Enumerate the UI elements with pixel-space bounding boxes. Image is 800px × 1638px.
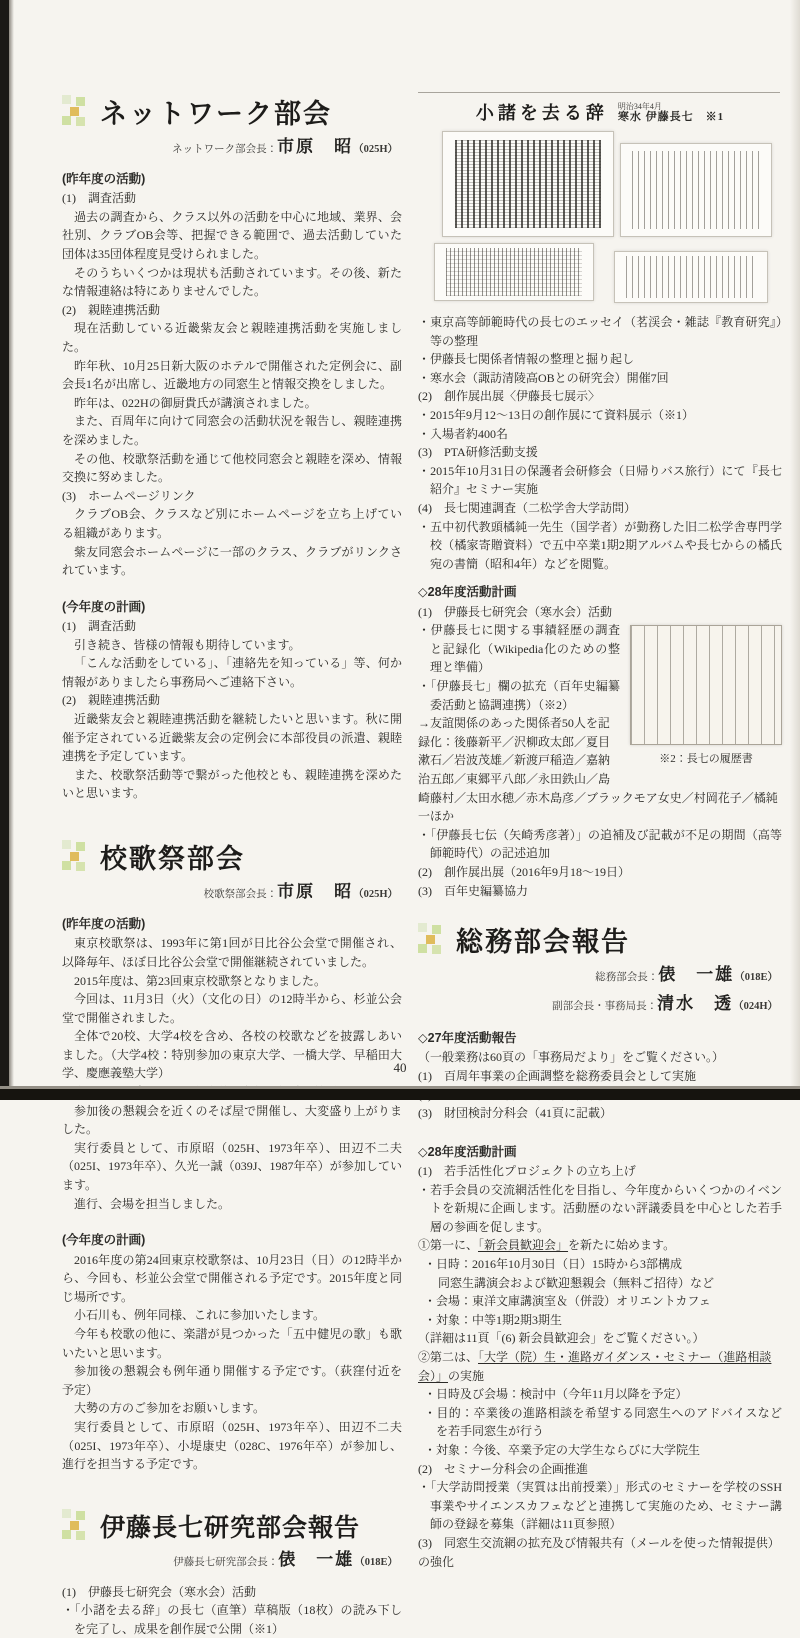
text-line: ①第一に、「新会員歓迎会」を新たに始めます。	[418, 1238, 676, 1253]
text-line: (2) 創作展出展〈伊藤長七展示〉	[418, 389, 600, 404]
text-line: (1) 百周年事業の企画調整を総務委員会として実施	[418, 1068, 696, 1083]
section-ito-header	[62, 1508, 402, 1544]
section-kouka-title: 校歌祭部会	[100, 844, 245, 875]
text-line: ・2015年9月12～13日の創作展にて資料展示（※1）	[418, 407, 695, 422]
chair-id: （018E）	[354, 1556, 398, 1568]
section-kouka	[62, 837, 402, 1474]
text-line: 参加後の懇親会を近くのそば屋で開催し、大変盛り上がりました。	[62, 1103, 402, 1137]
section-somu-body	[418, 1029, 782, 1571]
text-line: (4) 長七関連調査（二松学舎大学訪問）	[418, 500, 636, 515]
scan-edge-bottom	[0, 1089, 800, 1100]
squares-icon	[62, 840, 92, 870]
text-line: (今年度の計画)	[62, 1233, 146, 1248]
text-line: 今回は、11月3日（火）（文化の日）の12時半から、杉並公会堂で開催されました。	[62, 992, 402, 1025]
chair-name: 俵 一雄	[278, 1549, 355, 1569]
text-line: (2) セミナー分科会の企画推進	[418, 1461, 588, 1476]
text-line: ・東京高等師範時代の長七のエッセイ（茗渓会・雑誌『教育研究』）等の整理	[418, 315, 782, 348]
text-line: ・日時：2016年10月30日（日）15時から3部構成	[424, 1257, 683, 1272]
somu-chair-line: 総務部会長：俵 一雄（018E）	[595, 965, 778, 985]
right-column	[418, 92, 782, 1638]
scan-edge-left-shadow	[9, 0, 14, 1100]
section-network	[62, 92, 402, 803]
text-line: →友誼関係のあった関係者50人を記録化：後藤新平／沢柳政太郎／夏目漱石／岩波茂雄／新渡戸稲造／嘉納治五郎／東郷平八郎／永田鉄山／島崎藤村／太田水穂／赤木島彦／ブラックモア女史／村岡花子／橘純一ほか	[418, 716, 778, 824]
ito-report-continued-list	[418, 313, 782, 621]
section-somu-header	[418, 920, 782, 959]
text-line: (1) 調査活動	[62, 191, 136, 206]
text-line: 近畿紫友会と親睦連携活動を継続したいと思います。秋に開催予定されている近畿紫友会の定例会に本部役員の派遣、親睦連携を予定しています。	[62, 712, 402, 764]
text-line: ・「伊藤長七伝（矢崎秀彦著）」の追補及び記載が不足の期間（高等師範時代）の記述追加	[418, 827, 782, 861]
section-network-chair	[62, 133, 398, 162]
section-network-header	[62, 92, 402, 131]
text-line: (1) 伊藤長七研究会（寒水会）活動	[62, 1584, 256, 1599]
manuscript-scan-image	[434, 243, 594, 301]
text-line: (2) 親睦連携活動	[62, 693, 160, 708]
text-line	[62, 580, 402, 590]
text-line: (1) 調査活動	[62, 619, 136, 634]
text-line: ②第二は、「大学（院）生・進路ガイダンス・セミナー（進路相談会）」の実施	[418, 1350, 772, 1383]
text-line: 進行、会場を担当しました。	[74, 1196, 231, 1211]
manuscript-scan-image	[442, 131, 614, 237]
text-line: (3) ホームページリンク	[62, 488, 196, 503]
text-line: ・寒水会（諏訪清陵高OBとの研究会）開催7回	[418, 370, 669, 385]
somu-vice-line: 副部会長・事務局長：清水 透（024H）	[552, 994, 778, 1014]
text-line: ・対象：今後、卒業予定の大学生ならびに大学院生	[424, 1443, 701, 1457]
text-line: 現在活動している近畿紫友会と親睦連携活動を実施しました。	[62, 321, 402, 355]
text-line: その他、校歌祭活動を通じて他校同窓会と親睦を深め、情報交換に努めました。	[62, 451, 402, 485]
squares-icon	[62, 1509, 92, 1539]
section-ito-body	[62, 1583, 402, 1638]
text-line: (3) 同窓生交流網の拡充及び情報共有（メールを使った情報提供）の強化	[418, 1535, 780, 1569]
text-line: ・入場者約400名	[418, 426, 509, 441]
text-line: (2) 創作展出展（2016年9月18～19日）	[418, 865, 630, 879]
text-line: 紫友同窓会ホームページに一部のクラス、クラブがリンクされています。	[62, 544, 402, 578]
text-line: ・伊藤長七関係者情報の整理と掘り起し	[418, 352, 635, 367]
text-line: 2016年度の第24回東京校歌祭は、10月23日（日）の12時半から、今回も、杉並公会堂で開催される予定です。2015年度と同じ場所です。	[62, 1252, 402, 1304]
text-line: 今年も校歌の他に、楽譜が見つかった「五中健児の歌」も歌いたいと思います。	[62, 1326, 402, 1360]
text-line: また、百周年に向けて同窓会の活動状況を報告し、親睦連携を深めました。	[62, 414, 402, 447]
text-line: 大勢の方のご参加をお願いします。	[74, 1401, 266, 1416]
text-line: （一般業務は60頁の「事務局だより」をご覧ください。）	[418, 1050, 725, 1065]
figure-meta-author: 寒水 伊藤長七 ※1	[617, 111, 725, 124]
text-line	[62, 1213, 402, 1223]
text-line: 小石川も、例年同様、これに参加いたします。	[74, 1308, 326, 1323]
page-number: 40	[393, 1060, 407, 1075]
text-line: 2015年度は、第23回東京校歌祭となりました。	[74, 973, 327, 988]
section-network-title: ネットワーク部会	[100, 99, 332, 129]
text-line: 過去の調査から、クラス以外の活動を中心に地域、業界、会社別、クラブOB会等、把握できる範囲で、過去活動していた団体は35団体程度見受けられました。	[62, 209, 402, 262]
section-somu-chairs	[418, 961, 778, 1019]
squares-icon	[62, 95, 92, 125]
text-line: ◇28年度活動計画	[418, 1144, 517, 1159]
text-line: ・目的：卒業後の進路相談を希望する同窓生へのアドバイスなどを若手同窓生が行う	[424, 1405, 782, 1439]
section-ito-title: 伊藤長七研究部会報告	[100, 1513, 361, 1542]
text-line: (3) 財団検討分科会（41頁に記載）	[418, 1106, 612, 1121]
text-line: また、校歌祭活動等で繋がった他校とも、親睦連携を深めたいと思います。	[62, 767, 402, 801]
text-line: 全体で20校、大学4校を含め、各校の校歌などを披露しあいました。（大学4校：特別参加の東京大学、一橋大学、早稲田大学、慶應義塾大学）	[62, 1029, 402, 1081]
text-line: 同窓生講演会および歓迎懇親会（無料ご招待）など	[438, 1275, 715, 1290]
text-line: (昨年度の活動)	[62, 171, 146, 186]
figure-meta	[618, 102, 724, 125]
ito-report-wrap-block	[418, 621, 782, 900]
text-line: ・「伊藤長七」欄の拡充（百年史編纂委活動と協調連携）（※2）	[418, 679, 620, 712]
text-line: (3) 百年史編纂協力	[418, 883, 528, 898]
figure-title-row	[418, 99, 782, 125]
squares-icon	[418, 923, 448, 953]
printed-page-scan-image	[614, 251, 768, 303]
chair-name: 市原 昭	[277, 137, 354, 156]
text-line: クラブOB会、クラスなど別にホームページを立ち上げている組織があります。	[62, 507, 402, 540]
chair-id: （025H）	[353, 889, 398, 901]
figure-scanned-documents	[420, 131, 778, 303]
text-line: (1) 伊藤長七研究会（寒水会）活動	[418, 604, 612, 619]
text-line: ・会場：東洋文庫講演室＆（併設）オリエントカフェ	[424, 1294, 711, 1309]
text-line: ・「大学訪問授業（実質は出前授業）」形式のセミナーを学校のSSH事業やサイエンスカフェなどと連携して実施のため、セミナー講師の登録を募集（詳細は11頁参照）	[418, 1480, 782, 1532]
figure-meta-date: 明治34年4月	[617, 102, 662, 112]
section-ito	[62, 1508, 402, 1638]
figure-title: 小諸を去る辞	[475, 103, 608, 123]
chair-label: ネットワーク部会長：	[172, 144, 278, 155]
resume-inset	[630, 625, 782, 766]
resume-caption: ※2：長七の履歴書	[659, 753, 753, 766]
text-line: (1) 若手活性化プロジェクトの立ち上げ	[418, 1164, 636, 1179]
text-line: 昨年秋、10月25日新大阪のホテルで開催された定例会に、副会長1名が出席し、近畿地方の同窓生と情報交換をしました。	[62, 358, 402, 392]
text-line: そのうちいくつかは現状も活動されています。その後、新たな情報連絡は特にありませんでした。	[62, 265, 402, 299]
text-line: 東京校歌祭は、1993年に第1回が日比谷公会堂で開催され、以降毎年、ほぼ日比谷公会堂で開催継続されていました。	[62, 936, 402, 969]
scan-edge-right-shadow	[790, 0, 800, 1100]
text-line: (2) 親睦連携活動	[62, 302, 160, 317]
text-line: ◇28年度活動計画	[418, 585, 517, 600]
text-line: 実行委員として、市原昭（025H、1973年卒）、田辺不二夫（025I、1973年卒）、小堤康史（028C、1976年卒）が参加し、進行を担当する予定です。	[62, 1419, 402, 1472]
text-line: ・「小諸を去る辞」の長七（直筆）草稿版（18枚）の読み下しを完了し、成果を創作展で公開（※1）	[62, 1603, 402, 1636]
document-page	[24, 0, 790, 1636]
section-kouka-header	[62, 837, 402, 876]
text-line: （詳細は11頁「(6) 新会員歓迎会」をご覧ください。）	[418, 1331, 705, 1346]
text-line: ・伊藤長七に関する事績経歴の調査と記録化（Wikipedia化のための整理と準備）	[418, 623, 620, 675]
chair-name: 市原 昭	[277, 882, 354, 902]
scan-edge-left	[0, 0, 9, 1100]
section-somu	[418, 920, 782, 1571]
text-line: ・日時及び会場：検討中（今年11月以降を予定）	[424, 1387, 688, 1402]
text-line: 昨年は、022Hの御厨貴氏が講演されました。	[74, 395, 317, 410]
printed-page-scan-image	[620, 143, 772, 237]
text-line: (昨年度の活動)	[62, 916, 146, 931]
resume-document-image	[630, 625, 782, 745]
text-line: ・対象：中等1期2期3期生	[424, 1312, 563, 1327]
text-line: 引き続き、皆様の情報も期待しています。	[74, 637, 301, 652]
text-line: ・2015年10月31日の保護者会研修会（日帰りバス旅行）にて『長七紹介』セミナー実施	[418, 463, 782, 497]
figure-top-rule	[418, 92, 780, 93]
section-somu-title: 総務部会報告	[456, 927, 630, 958]
section-kouka-chair	[62, 878, 398, 907]
text-line: ・五中初代教頭橘純一先生（国学者）が勤務した旧二松学舎専門学校（橘家寄贈資料）で五中卒業1期2期アルバムや長七からの橘氏宛の書簡（昭和4年）などを閲覧。	[418, 519, 782, 571]
text-line: (今年度の計画)	[62, 599, 146, 614]
text-line	[418, 1123, 782, 1133]
chair-id: （025H）	[353, 144, 398, 155]
text-line: (3) PTA研修活動支援	[418, 445, 538, 460]
text-line: 実行委員として、市原昭（025H、1973年卒）、田辺不二夫（025I、1973年卒）、久光一誠（039J、1987年卒）が参加しています。	[62, 1140, 402, 1193]
left-column	[62, 92, 402, 1638]
section-kouka-body	[62, 915, 402, 1474]
text-line: ◇27年度活動報告	[418, 1030, 517, 1045]
chair-label: 校歌祭部会長：	[203, 889, 278, 901]
text-line: 参加後の懇親会も例年通り開催する予定です。（荻窪付近を予定）	[62, 1364, 402, 1397]
chair-label: 伊藤長七研究部会長：	[173, 1556, 279, 1568]
section-ito-chair	[62, 1546, 398, 1575]
section-network-body	[62, 170, 402, 803]
text-line: ・若手会員の交流網活性化を目指し、今年度からいくつかのイベントを新規に企画します。活動歴のない評議委員を中心とした若手層の参画を促します。	[418, 1182, 782, 1234]
text-line: 「こんな活動をしている」、「連絡先を知っている」等、何か情報がありましたら事務局へご連絡下さい。	[62, 656, 402, 689]
